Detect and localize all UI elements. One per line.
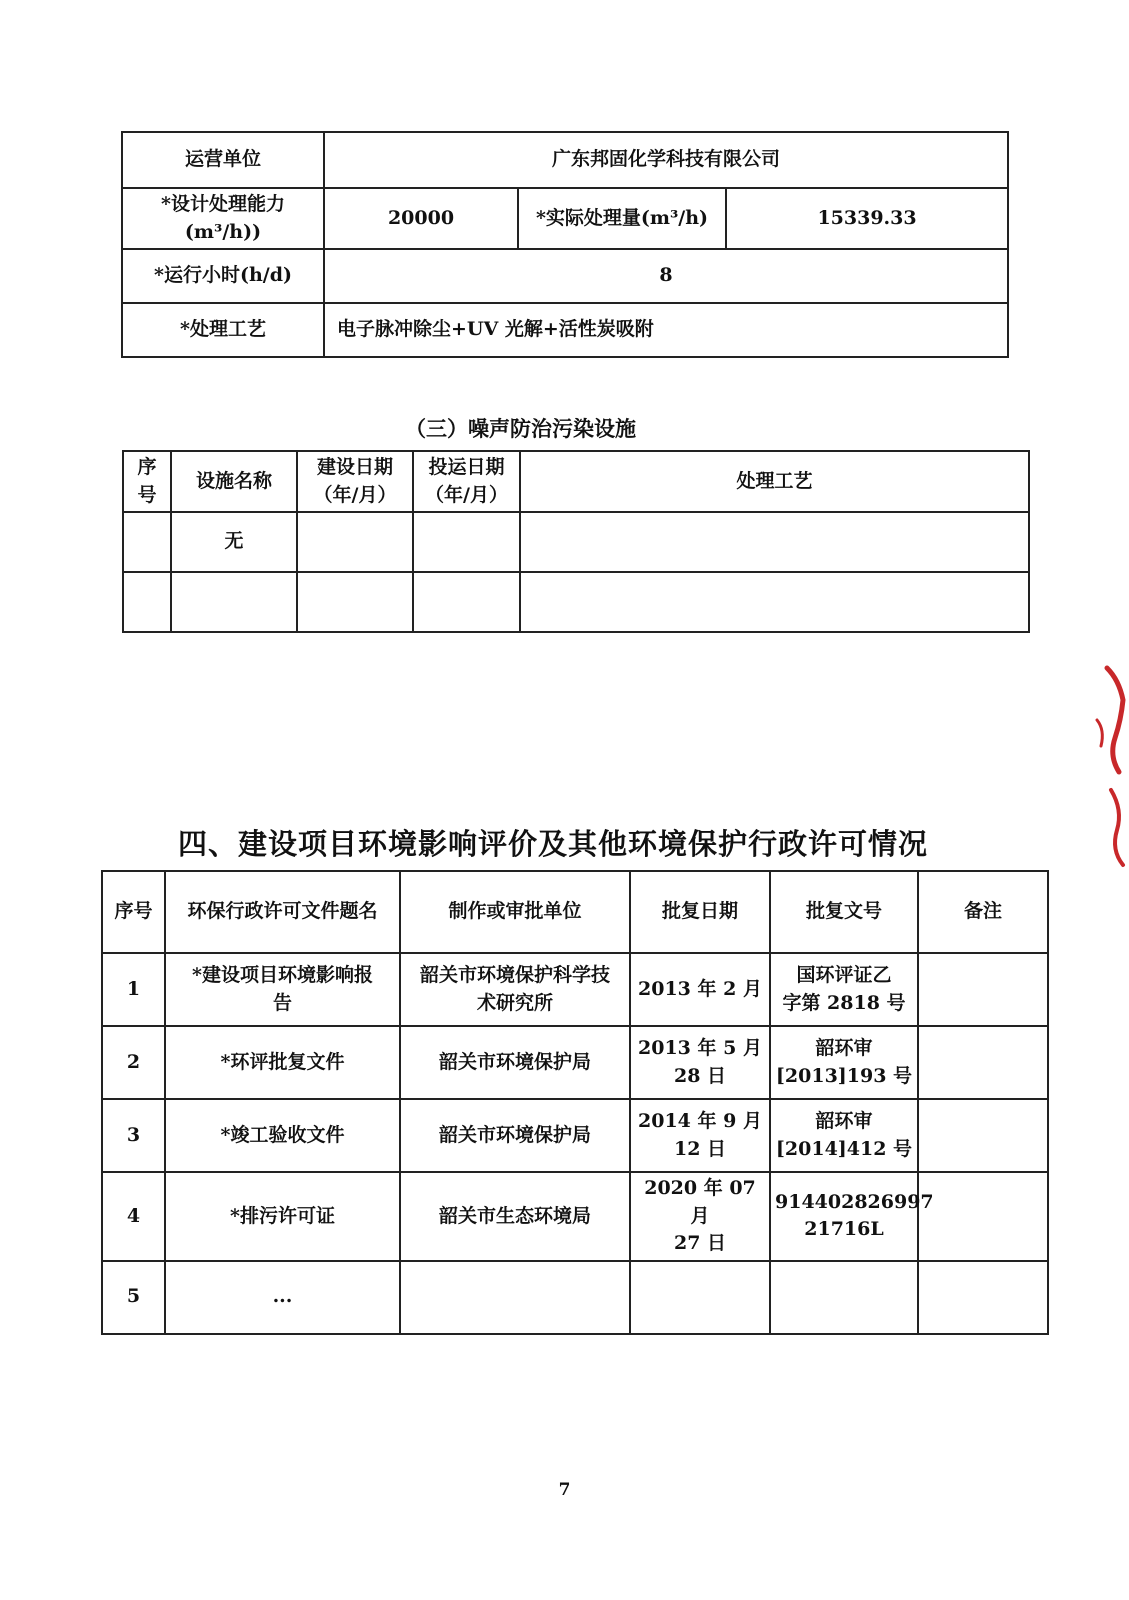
document-title-line2: 告 xyxy=(272,991,292,1014)
seq-header: 序号 xyxy=(102,871,165,953)
approval-number-header: 批复文号 xyxy=(770,871,918,953)
approval-number-line1: 国环评证乙 xyxy=(796,963,892,986)
approval-number-cell xyxy=(770,953,918,1026)
permit-table xyxy=(101,870,1049,1335)
operation-date-cell xyxy=(413,512,520,572)
process-header: 处理工艺 xyxy=(520,451,1029,512)
document-title-cell xyxy=(165,953,400,1026)
operation-date-header xyxy=(413,451,520,512)
document-title-line1: *排污许可证 xyxy=(230,1204,335,1227)
approval-number-line2: 字第 2818 号 xyxy=(782,991,906,1014)
issuing-unit-line1: 韶关市环境保护局 xyxy=(438,1123,591,1146)
approval-date-header: 批复日期 xyxy=(630,871,770,953)
note-header: 备注 xyxy=(918,871,1048,953)
table-header-row xyxy=(102,871,1048,953)
operating-hours-label: *运行小时(h/d) xyxy=(122,249,324,303)
seq-header xyxy=(123,451,171,512)
note-cell xyxy=(918,953,1048,1026)
approval-number-line1: 韶环审 xyxy=(815,1036,873,1059)
approval-number-line2: [2014]412 号 xyxy=(775,1137,913,1160)
table-row xyxy=(122,249,1008,303)
issuing-unit-header: 制作或审批单位 xyxy=(400,871,630,953)
operating-hours-value: 8 xyxy=(324,249,1008,303)
operation-date-cell xyxy=(413,572,520,632)
noise-facility-table xyxy=(122,450,1030,633)
approval-date-line1: 2013 年 2 月 xyxy=(638,977,762,1000)
approval-date-cell xyxy=(630,1099,770,1172)
table-row xyxy=(102,1099,1048,1172)
document-title-line1: *环评批复文件 xyxy=(220,1050,345,1073)
seq-cell: 2 xyxy=(102,1026,165,1099)
document-title-line1: *建设项目环境影响报 xyxy=(192,963,373,986)
document-title-line1: *竣工验收文件 xyxy=(220,1123,345,1146)
approval-date-cell xyxy=(630,953,770,1026)
table-header-row xyxy=(123,451,1029,512)
approval-number-line2: [2013]193 号 xyxy=(775,1064,913,1087)
document-title-cell xyxy=(165,1172,400,1261)
issuing-unit-line1: 韶关市生态环境局 xyxy=(438,1204,591,1227)
seq-cell xyxy=(123,512,171,572)
approval-number-cell xyxy=(770,1261,918,1334)
approval-number-cell xyxy=(770,1026,918,1099)
approval-number-line1: 韶环审 xyxy=(815,1109,873,1132)
design-capacity-label xyxy=(122,188,324,249)
seq-header-line1: 序 xyxy=(137,456,157,478)
actual-volume-value: 15339.33 xyxy=(726,188,1008,249)
approval-number-cell xyxy=(770,1099,918,1172)
table-row xyxy=(102,1026,1048,1099)
actual-volume-label: *实际处理量(m³/h) xyxy=(518,188,726,249)
issuing-unit-line1: 韶关市环境保护科学技 xyxy=(419,963,610,986)
approval-date-line1: 2013 年 5 月 xyxy=(638,1036,762,1059)
seq-cell xyxy=(123,572,171,632)
table-row xyxy=(102,1172,1048,1261)
note-cell xyxy=(918,1261,1048,1334)
issuing-unit-cell xyxy=(400,1261,630,1334)
approval-date-line2: 27 日 xyxy=(673,1232,727,1255)
seal-fragment-icon xyxy=(1089,660,1129,880)
issuing-unit-cell xyxy=(400,953,630,1026)
facility-table xyxy=(121,131,1009,358)
seq-cell: 4 xyxy=(102,1172,165,1261)
document-title-cell xyxy=(165,1261,400,1334)
document-title-cell xyxy=(165,1026,400,1099)
table-row xyxy=(123,572,1029,632)
design-capacity-label-line1: *设计处理能力 xyxy=(161,193,285,215)
design-capacity-label-line2: (m³/h)) xyxy=(184,220,262,243)
table-row xyxy=(102,1261,1048,1334)
table-row xyxy=(102,953,1048,1026)
build-date-cell xyxy=(297,512,413,572)
issuing-unit-cell xyxy=(400,1172,630,1261)
design-capacity-value: 20000 xyxy=(324,188,518,249)
document-title-header: 环保行政许可文件题名 xyxy=(165,871,400,953)
approval-number-line2: 21716L xyxy=(804,1218,884,1241)
approval-date-line1: 2020 年 07 月 xyxy=(644,1177,756,1227)
operator-value: 广东邦固化学科技有限公司 xyxy=(324,132,1008,188)
facility-name-header: 设施名称 xyxy=(171,451,297,512)
note-cell xyxy=(918,1099,1048,1172)
build-date-header xyxy=(297,451,413,512)
seq-cell: 5 xyxy=(102,1261,165,1334)
process-cell xyxy=(520,512,1029,572)
issuing-unit-cell xyxy=(400,1099,630,1172)
approval-date-line2: 28 日 xyxy=(673,1064,727,1087)
issuing-unit-cell xyxy=(400,1026,630,1099)
table-row xyxy=(123,512,1029,572)
approval-date-cell xyxy=(630,1261,770,1334)
document-title-line1: ... xyxy=(272,1285,293,1308)
build-date-cell xyxy=(297,572,413,632)
operation-date-header-line1: 投运日期 xyxy=(428,456,505,478)
operator-label: 运营单位 xyxy=(122,132,324,188)
table-row xyxy=(122,303,1008,357)
document-title-cell xyxy=(165,1099,400,1172)
process-value: 电子脉冲除尘+UV 光解+活性炭吸附 xyxy=(324,303,1008,357)
note-cell xyxy=(918,1172,1048,1261)
build-date-header-line2: （年/月） xyxy=(313,483,397,506)
seq-cell: 1 xyxy=(102,953,165,1026)
issuing-unit-line1: 韶关市环境保护局 xyxy=(438,1050,591,1073)
permit-section-heading: 四、建设项目环境影响评价及其他环境保护行政许可情况 xyxy=(178,827,929,861)
noise-section-caption: （三）噪声防治污染设施 xyxy=(405,416,636,441)
table-row xyxy=(122,188,1008,249)
seq-header-line2: 号 xyxy=(137,483,157,506)
approval-date-cell xyxy=(630,1172,770,1261)
process-label: *处理工艺 xyxy=(122,303,324,357)
table-row xyxy=(122,132,1008,188)
operation-date-header-line2: （年/月） xyxy=(425,483,508,506)
page-number: 7 xyxy=(558,1480,571,1500)
approval-date-line2: 12 日 xyxy=(673,1137,727,1160)
issuing-unit-line2: 术研究所 xyxy=(476,991,553,1014)
approval-number-line1: 914402826997 xyxy=(775,1190,934,1213)
approval-date-cell xyxy=(630,1026,770,1099)
process-cell xyxy=(520,572,1029,632)
facility-name-cell xyxy=(171,572,297,632)
red-seal-stamp xyxy=(1089,660,1129,880)
facility-name-cell: 无 xyxy=(171,512,297,572)
seq-cell: 3 xyxy=(102,1099,165,1172)
note-cell xyxy=(918,1026,1048,1099)
approval-number-cell xyxy=(770,1172,934,1261)
build-date-header-line1: 建设日期 xyxy=(316,456,393,478)
approval-date-line1: 2014 年 9 月 xyxy=(638,1109,762,1132)
